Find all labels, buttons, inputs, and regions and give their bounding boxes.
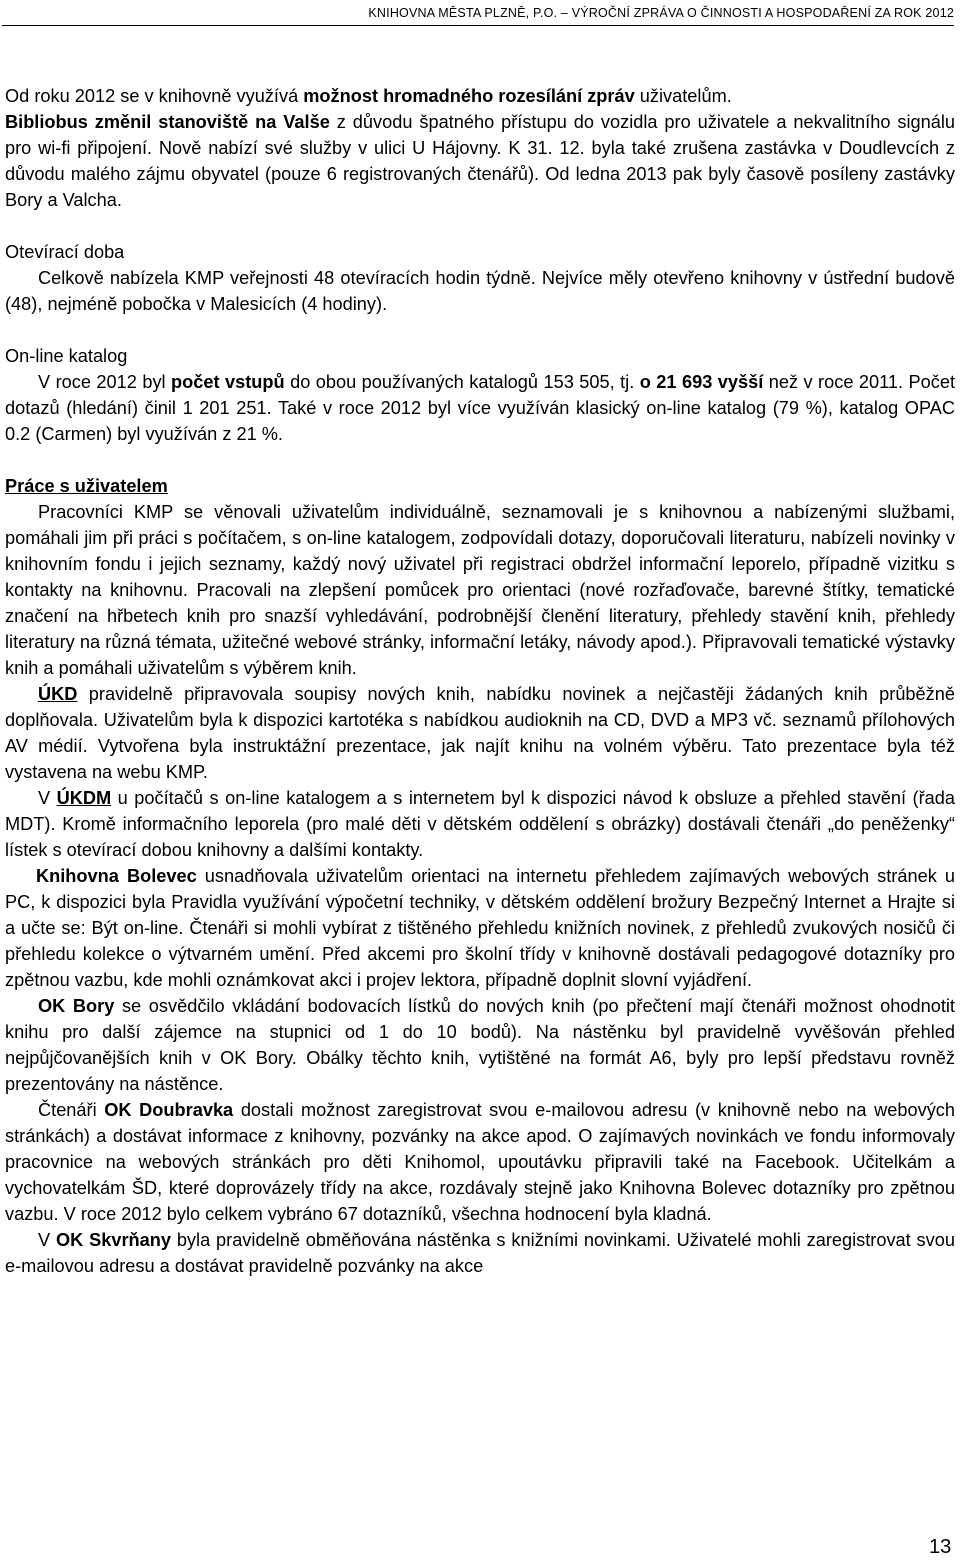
bold-phrase: počet vstupů	[171, 372, 285, 392]
bold-phrase: Knihovna Bolevec	[36, 866, 197, 886]
paragraph-ok-bory: OK Bory se osvědčilo vkládání bodovacích lístků do nových knih (po přečtení mají čtenáři možnost ohodnotit knihu pro další zájemce na stupnici od 1 do 10 bodů). Na nástěnku byl pravidelně vyvěšován přehled nejpůjčovanějších knih v OK Bory. Obálky těchto knih, vytištěné na formát A6, byly pro lepší představu rovněž prezentovány na nástěnce.	[5, 996, 955, 1094]
bold-phrase: Bibliobus změnil stanoviště na Valše	[5, 112, 330, 132]
paragraph-ok-skvrnany: V OK Skvrňany byla pravidelně obměňována nástěnka s knižními novinkami. Uživatelé mohli zaregistrovat svou e-mailovou adresu a dostávat pravidelně pozvánky na akce	[5, 1230, 955, 1276]
paragraph-ok-doubravka: Čtenáři OK Doubravka dostali možnost zaregistrovat svou e-mailovou adresu (v knihovně nebo na webových stránkách) a dostávat informace z knihovny, pozvánky na akce apod. O zajímavých novinkách ve fondu informovaly pracovnice na webových stránkách pro děti Knihomol, upoutávku připravili také na Facebook. Učitelkám a vychovatelkám ŠD, které doprovázely třídy na akce, rozdávaly stejně jako Knihovna Bolevec dotazníky pro zpětnou vazbu. V roce 2012 bylo celkem vybráno 67 dotazníků, všechna hodnocení byla kladná.	[5, 1100, 956, 1224]
spacer	[5, 317, 955, 343]
paragraph-kmp-staff: Pracovníci KMP se věnovali uživatelům individuálně, seznamovali je s knihovnou a nabízenými službami, pomáhali jim při práci s počítačem, s on-line katalogem, zodpovídali dotazy, doporučovali literaturu, nabízeli novinky v knihovním fondu i jejich seznamy, každý nový uživatel při registraci obdržel informační leporelo, případně vizitku s kontakty na knihovnu. Pracovali na zlepšení pomůcek pro orientaci (nové rozřaďovače, barevné štítky, tematické značení na hřbetech knih pro snazší vyhledávání, podrobnější členění literatury, přehledy stavění knih, přehledy literatury na různá témata, užitečné webové stránky, informační letáky, návody apod.). Připravovali tematické výstavky knih a pomáhali uživatelům s výběrem knih.	[5, 502, 955, 678]
paragraph-online-catalog: V roce 2012 byl počet vstupů do obou používaných katalogů 153 505, tj. o 21 693 vyšší než v roce 2011. Počet dotazů (hledání) činil 1 201 251. Také v roce 2012 byl více využíván klasický on-line katalog (79 %), katalog OPAC 0.2 (Carmen) byl využíván z 21 %.	[5, 372, 956, 444]
section-heading-opening-hours: Otevírací doba	[5, 242, 125, 262]
header-rule	[2, 25, 954, 26]
paragraph-ukdm: V ÚKDM u počítačů s on-line katalogem a s internetem byl k dispozici návod k obsluze a přehled stavění (řada MDT). Kromě informačního leporela (pro malé děti v dětském oddělení s obrázky) dostávali čtenáři „do peněženky“ lístek s otevírací dobou knihovny a dalšími kontakty.	[5, 788, 955, 860]
bold-phrase: OK Skvrňany	[55, 1230, 171, 1250]
spacer	[5, 447, 955, 473]
bold-phrase: ÚKDM	[56, 788, 112, 808]
paragraph-bolevec: Knihovna Bolevec usnadňovala uživatelům orientaci na internetu přehledem zajímavých webových stránek u PC, k dispozici byla Pravidla využívání výpočetní techniky, v dětském oddělení brožury Bezpečný Internet a Hrajte si a učte se: Být on-line. Čtenáři si mohli vybírat z tištěného přehledu knižních novinek, z přehledů zvukových nosičů či přehledu kolekce o výtvarném umění. Před akcemi pro školní třídy v knihovně dostávali pedagogové dotazníky pro zpětnou vazbu, kde mohli oznámkovat akci i projev lektora, případně doplnit slovní vyjádření.	[5, 866, 956, 990]
section-heading-online-catalog: On-line katalog	[5, 346, 128, 366]
bold-phrase: OK Bory	[38, 996, 115, 1016]
bold-phrase: ÚKD	[38, 684, 78, 704]
paragraph-bibliobus: Bibliobus změnil stanoviště na Valše z důvodu špatného přístupu do vozidla pro uživatele a nekvalitního signálu pro wi-fi připojení. Nově nabízí své služby v ulici U Hájovny. K 31. 12. byla také zrušena zastávka v Doudlevcích z důvodu malého zájmu obyvatel (pouze 6 registrovaných čtenářů). Od ledna 2013 pak byly časově posíleny zastávky Bory a Valcha.	[5, 112, 955, 210]
page-number: 13	[929, 1536, 952, 1558]
paragraph-opening-hours: Celkově nabízela KMP veřejnosti 48 otevíracích hodin týdně. Nejvíce měly otevřeno knihovny v ústřední budově (48), nejméně pobočka v Malesicích (4 hodiny).	[5, 268, 955, 314]
paragraph-mass-messaging: Od roku 2012 se v knihovně využívá možnost hromadného rozesílání zpráv uživatelům.	[5, 86, 732, 106]
section-heading-work-with-users: Práce s uživatelem	[5, 476, 168, 496]
paragraph-ukd: ÚKD pravidelně připravovala soupisy nových knih, nabídku novinek a nejčastěji žádaných knih průběžně doplňovala. Uživatelům byla k dispozici kartotéka s nabídkou audioknih na CD, DVD a MP3 vč. seznamů přílohových AV médií. Vytvořena byla instruktážní prezentace, jak najít knihu na volném výběru. Tato prezentace byla též vystavena na webu KMP.	[5, 684, 955, 782]
spacer	[5, 213, 955, 239]
page-content	[5, 83, 955, 1279]
bold-phrase: o 21 693 vyšší	[639, 372, 764, 392]
running-header: KNIHOVNA MĚSTA PLZNĚ, P.O. – VÝROČNÍ ZPRÁVA O ČINNOSTI A HOSPODAŘENÍ ZA ROK 2012	[368, 6, 954, 20]
bold-phrase: OK Doubravka	[104, 1100, 234, 1120]
bold-phrase: možnost hromadného rozesílání zpráv	[303, 86, 635, 106]
